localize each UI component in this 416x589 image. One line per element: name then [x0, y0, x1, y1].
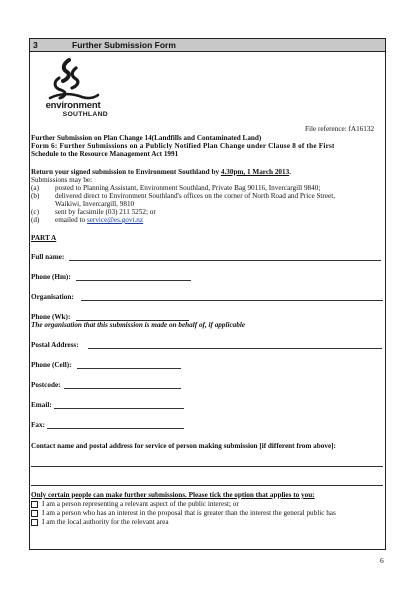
method-d-text — [55, 216, 143, 224]
method-b-letter: (b) — [31, 192, 40, 200]
organisation-note: The organisation that this submission is made on behalf of, if applicable — [31, 321, 246, 329]
option-public-interest-label: I am a person representing a relevant aspect of the public interest; or — [42, 500, 239, 508]
phone-cell-field[interactable] — [77, 368, 181, 369]
section-title: Further Submission Form — [72, 40, 176, 50]
method-a-letter: (a) — [31, 184, 39, 192]
service-contact-label: Contact name and postal address for service of person making submission [if different from above]: — [31, 442, 336, 450]
full-name-field[interactable] — [69, 260, 381, 261]
part-a-heading: PART A — [31, 234, 57, 242]
postcode-field[interactable] — [64, 388, 181, 389]
eligibility-heading: Only certain people can make further submissions. Please tick the option that applies to you: — [31, 491, 315, 499]
postcode-label: Postcode: — [31, 381, 61, 389]
intro-line-3: Schedule to the Resource Management Act 1991 — [31, 150, 179, 158]
service-contact-field-2[interactable] — [31, 485, 383, 486]
method-b-text-2: Waikiwi, Invercargill, 9810 — [55, 200, 135, 208]
option-local-authority-checkbox[interactable] — [31, 519, 38, 526]
intro-line-2: Form 6: Further Submissions on a Publicly Notified Plan Change under Clause 8 of the First — [31, 142, 335, 150]
option-greater-interest-checkbox[interactable] — [31, 510, 38, 517]
full-name-label: Full name: — [31, 253, 65, 261]
return-suffix: . — [289, 168, 292, 176]
organisation-field[interactable] — [81, 300, 383, 301]
email-label: Email: — [31, 401, 52, 409]
method-d-prefix: emailed to — [55, 216, 87, 224]
return-prefix: Return your signed submission to Environment Southland by — [31, 168, 221, 176]
option-local-authority-label: I am the local authority for the relevant area — [42, 518, 169, 526]
method-b-text: delivered direct to Environment Southland's offices on the corner of North Road and Price Street, — [55, 192, 335, 200]
option-public-interest-checkbox[interactable] — [31, 501, 38, 508]
page-number: 6 — [380, 556, 384, 565]
return-deadline: 4.30pm, 1 March 2013 — [220, 168, 290, 176]
email-field[interactable] — [54, 408, 184, 409]
phone-wk-label: Phone (Wk): — [31, 313, 71, 321]
section-number: 3 — [33, 40, 38, 50]
phone-hm-label: Phone (Hm): — [31, 273, 71, 281]
phone-cell-label: Phone (Cell): — [31, 361, 72, 369]
option-greater-interest-label: I am a person who has an interest in the proposal that is greater than the interest the general public has — [42, 509, 336, 517]
logo-line-1: environment — [45, 100, 101, 111]
section-header — [30, 39, 385, 52]
submissions-may-be: Submissions may be: — [31, 176, 93, 184]
fax-label: Fax: — [31, 421, 45, 429]
fax-field[interactable] — [47, 428, 184, 429]
logo-line-2: SOUTHLAND — [62, 111, 108, 118]
logo-wordmark — [36, 101, 110, 119]
file-reference: File reference: fA16132 — [305, 125, 375, 133]
intro-line-1: Further Submission on Plan Change 14(Landfills and Contaminated Land) — [31, 134, 262, 142]
postal-address-label: Postal Address: — [31, 341, 79, 349]
phone-hm-field[interactable] — [76, 280, 191, 281]
method-a-text: posted to Planning Assistant, Environment Southland, Private Bag 90116, Invercargill 9840; — [55, 184, 321, 192]
organisation-label: Organisation: — [31, 293, 74, 301]
method-c-text: sent by facsimile (03) 211 5252; or — [55, 208, 156, 216]
service-contact-field-1[interactable] — [31, 466, 383, 467]
method-d-letter: (d) — [31, 216, 40, 224]
method-c-letter: (c) — [31, 208, 39, 216]
postal-address-field[interactable] — [88, 348, 382, 349]
email-link[interactable]: service@es.govt.nz — [86, 216, 144, 224]
